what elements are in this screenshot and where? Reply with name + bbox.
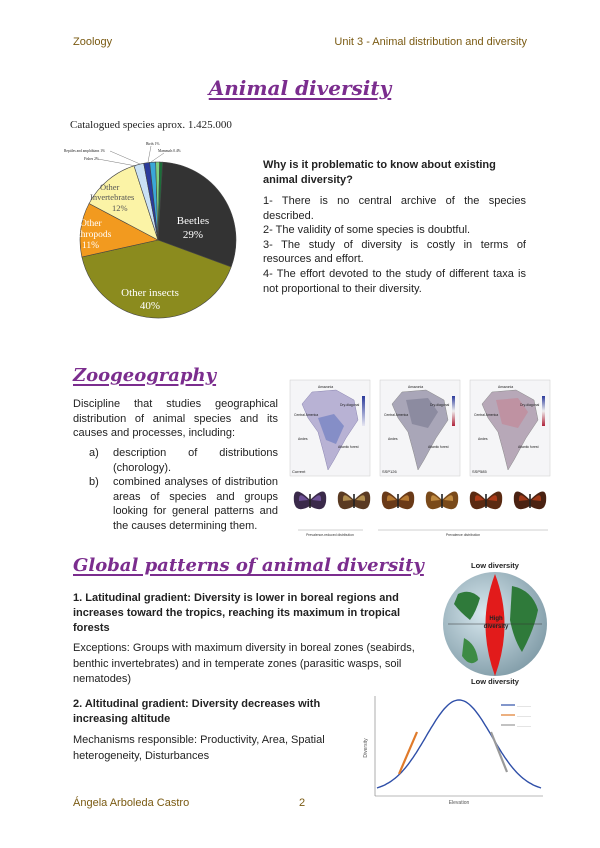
altitudinal-heading: 2. Altitudinal gradient: Diversity decreases with increasing altitude <box>73 698 321 725</box>
pie-label-other-insects: Other insects <box>121 287 179 299</box>
map-label: Dry-diagonal <box>340 403 360 407</box>
zoogeography-intro: Discipline that studies geographical distribution of animal species and its causes and processes, including: <box>73 398 278 440</box>
butterfly-footer: Prevalence distribution <box>445 533 481 537</box>
pie-label-birds: Birds 1% <box>146 142 160 146</box>
butterfly-footer: Prevalence-reduced distribution <box>306 533 354 537</box>
pie-label-other-invertebrates-1: Other <box>100 182 120 192</box>
why-point: 2- The validity of some species is doubtful. <box>263 224 471 237</box>
pie-pct-other-arthropods: 11% <box>82 241 100 251</box>
list-item-text: combined analyses of distribution areas of species and groups looking for general patterns and the causes determining them. <box>113 476 278 532</box>
zoogeography-heading: Zoogeography <box>73 365 217 386</box>
footer-author: Ángela Arboleda Castro <box>73 797 190 809</box>
map-label: Central America <box>384 413 409 417</box>
svg-text:————: ———— <box>517 724 531 728</box>
chart-xlabel: Elevation <box>448 800 470 806</box>
map-tag: SSP585 <box>472 469 487 474</box>
pie-label-fishes: Fishes 2% <box>84 157 99 161</box>
altitudinal-text: Mechanisms responsible: Productivity, Area, Spatial heterogeneity, Disturbances <box>73 734 325 762</box>
svg-text:————: ———— <box>517 704 531 708</box>
why-heading: Why is it problematic to know about existing animal diversity? <box>263 159 496 186</box>
list-item-text: description of distributions (chorology). <box>113 447 278 474</box>
map-label: Dry-diagonal <box>430 403 450 407</box>
map-current <box>290 380 370 476</box>
globe-center-label-1: High <box>489 616 503 622</box>
butterfly-icon <box>338 491 370 509</box>
distribution-figure <box>288 378 553 536</box>
footer-page-number: 2 <box>299 797 306 809</box>
map-tag: SSP126 <box>382 469 397 474</box>
map-label: Andes <box>298 437 308 441</box>
map-label: Andes <box>388 437 398 441</box>
map-label: Atlantic forest <box>518 445 539 449</box>
map-ssp126 <box>380 380 460 476</box>
list-marker: b) <box>89 476 99 489</box>
butterfly-icon <box>294 491 326 509</box>
butterfly-icon <box>382 491 414 509</box>
list-item <box>89 475 278 533</box>
zoogeography-list <box>89 446 278 534</box>
map-label: Amazonia <box>318 385 334 389</box>
page-title: Animal diversity <box>208 76 392 100</box>
globe-center-label-2: diversity <box>483 624 509 630</box>
pie-label-mammals: Mammals 0.4% <box>158 149 181 153</box>
distribution-maps <box>288 378 553 478</box>
pie-pct-beetles: 29% <box>182 229 204 241</box>
map-label: Central America <box>294 413 319 417</box>
map-tag: Current <box>292 469 306 474</box>
global-patterns-heading: Global patterns of animal diversity <box>73 555 424 576</box>
map-label: Central America <box>474 413 499 417</box>
map-label: Amazonia <box>408 385 424 389</box>
map-label: Amazonia <box>498 385 514 389</box>
pie-caption: Catalogued species aprox. 1.425.000 <box>70 119 232 131</box>
butterfly-icon <box>426 491 458 509</box>
map-label: Atlantic forest <box>428 445 449 449</box>
map-label: Atlantic forest <box>338 445 359 449</box>
pie-label-reptiles: Reptiles and amphibians 1% <box>64 149 106 153</box>
map-label: Dry-diagonal <box>520 403 540 407</box>
why-point: 1- There is no central archive of the species described. <box>263 195 526 222</box>
svg-text:————: ———— <box>517 714 531 718</box>
butterfly-row <box>288 482 553 540</box>
pie-label-other-invertebrates-2: Invertebrates <box>90 192 135 202</box>
why-point: 4- The effort devoted to the study of different taxa is not proportional to their diversity. <box>263 267 526 295</box>
butterfly-icon <box>514 491 546 509</box>
pie-label-other-arthropods-1: Other <box>80 219 102 229</box>
header-unit: Unit 3 - Animal distribution and diversity <box>334 36 527 48</box>
altitudinal-chart <box>355 688 550 806</box>
butterfly-icon <box>470 491 502 509</box>
pie-label-other-arthropods-2: Arthropods <box>68 230 112 240</box>
globe-bottom-label: Low diversity <box>471 677 519 686</box>
globe-top-label: Low diversity <box>471 561 519 570</box>
header-subject: Zoology <box>73 36 113 48</box>
pie-pct-other-insects: 40% <box>139 300 161 312</box>
list-marker: a) <box>89 447 99 459</box>
why-point: 3- The study of diversity is costly in terms of resources and effort. <box>263 238 526 266</box>
latitudinal-globe <box>440 560 550 688</box>
chart-ylabel: Diversity <box>363 738 369 758</box>
map-ssp585 <box>470 380 550 476</box>
pie-label-beetles: Beetles <box>176 215 210 227</box>
list-item <box>89 446 278 475</box>
why-list <box>263 194 526 296</box>
latitudinal-heading: 1. Latitudinal gradient: Diversity is lower in boreal regions and increases toward the tropics, reaching its maximum in tropical forests <box>73 592 401 634</box>
pie-chart <box>58 140 258 340</box>
latitudinal-text: Exceptions: Groups with maximum diversity in boreal zones (seabirds, benthic invertebrates) and in temperate zones (parasitic wasps, soil nematodes) <box>73 642 415 685</box>
pie-pct-other-invertebrates: 12% <box>112 203 128 213</box>
map-label: Andes <box>478 437 488 441</box>
